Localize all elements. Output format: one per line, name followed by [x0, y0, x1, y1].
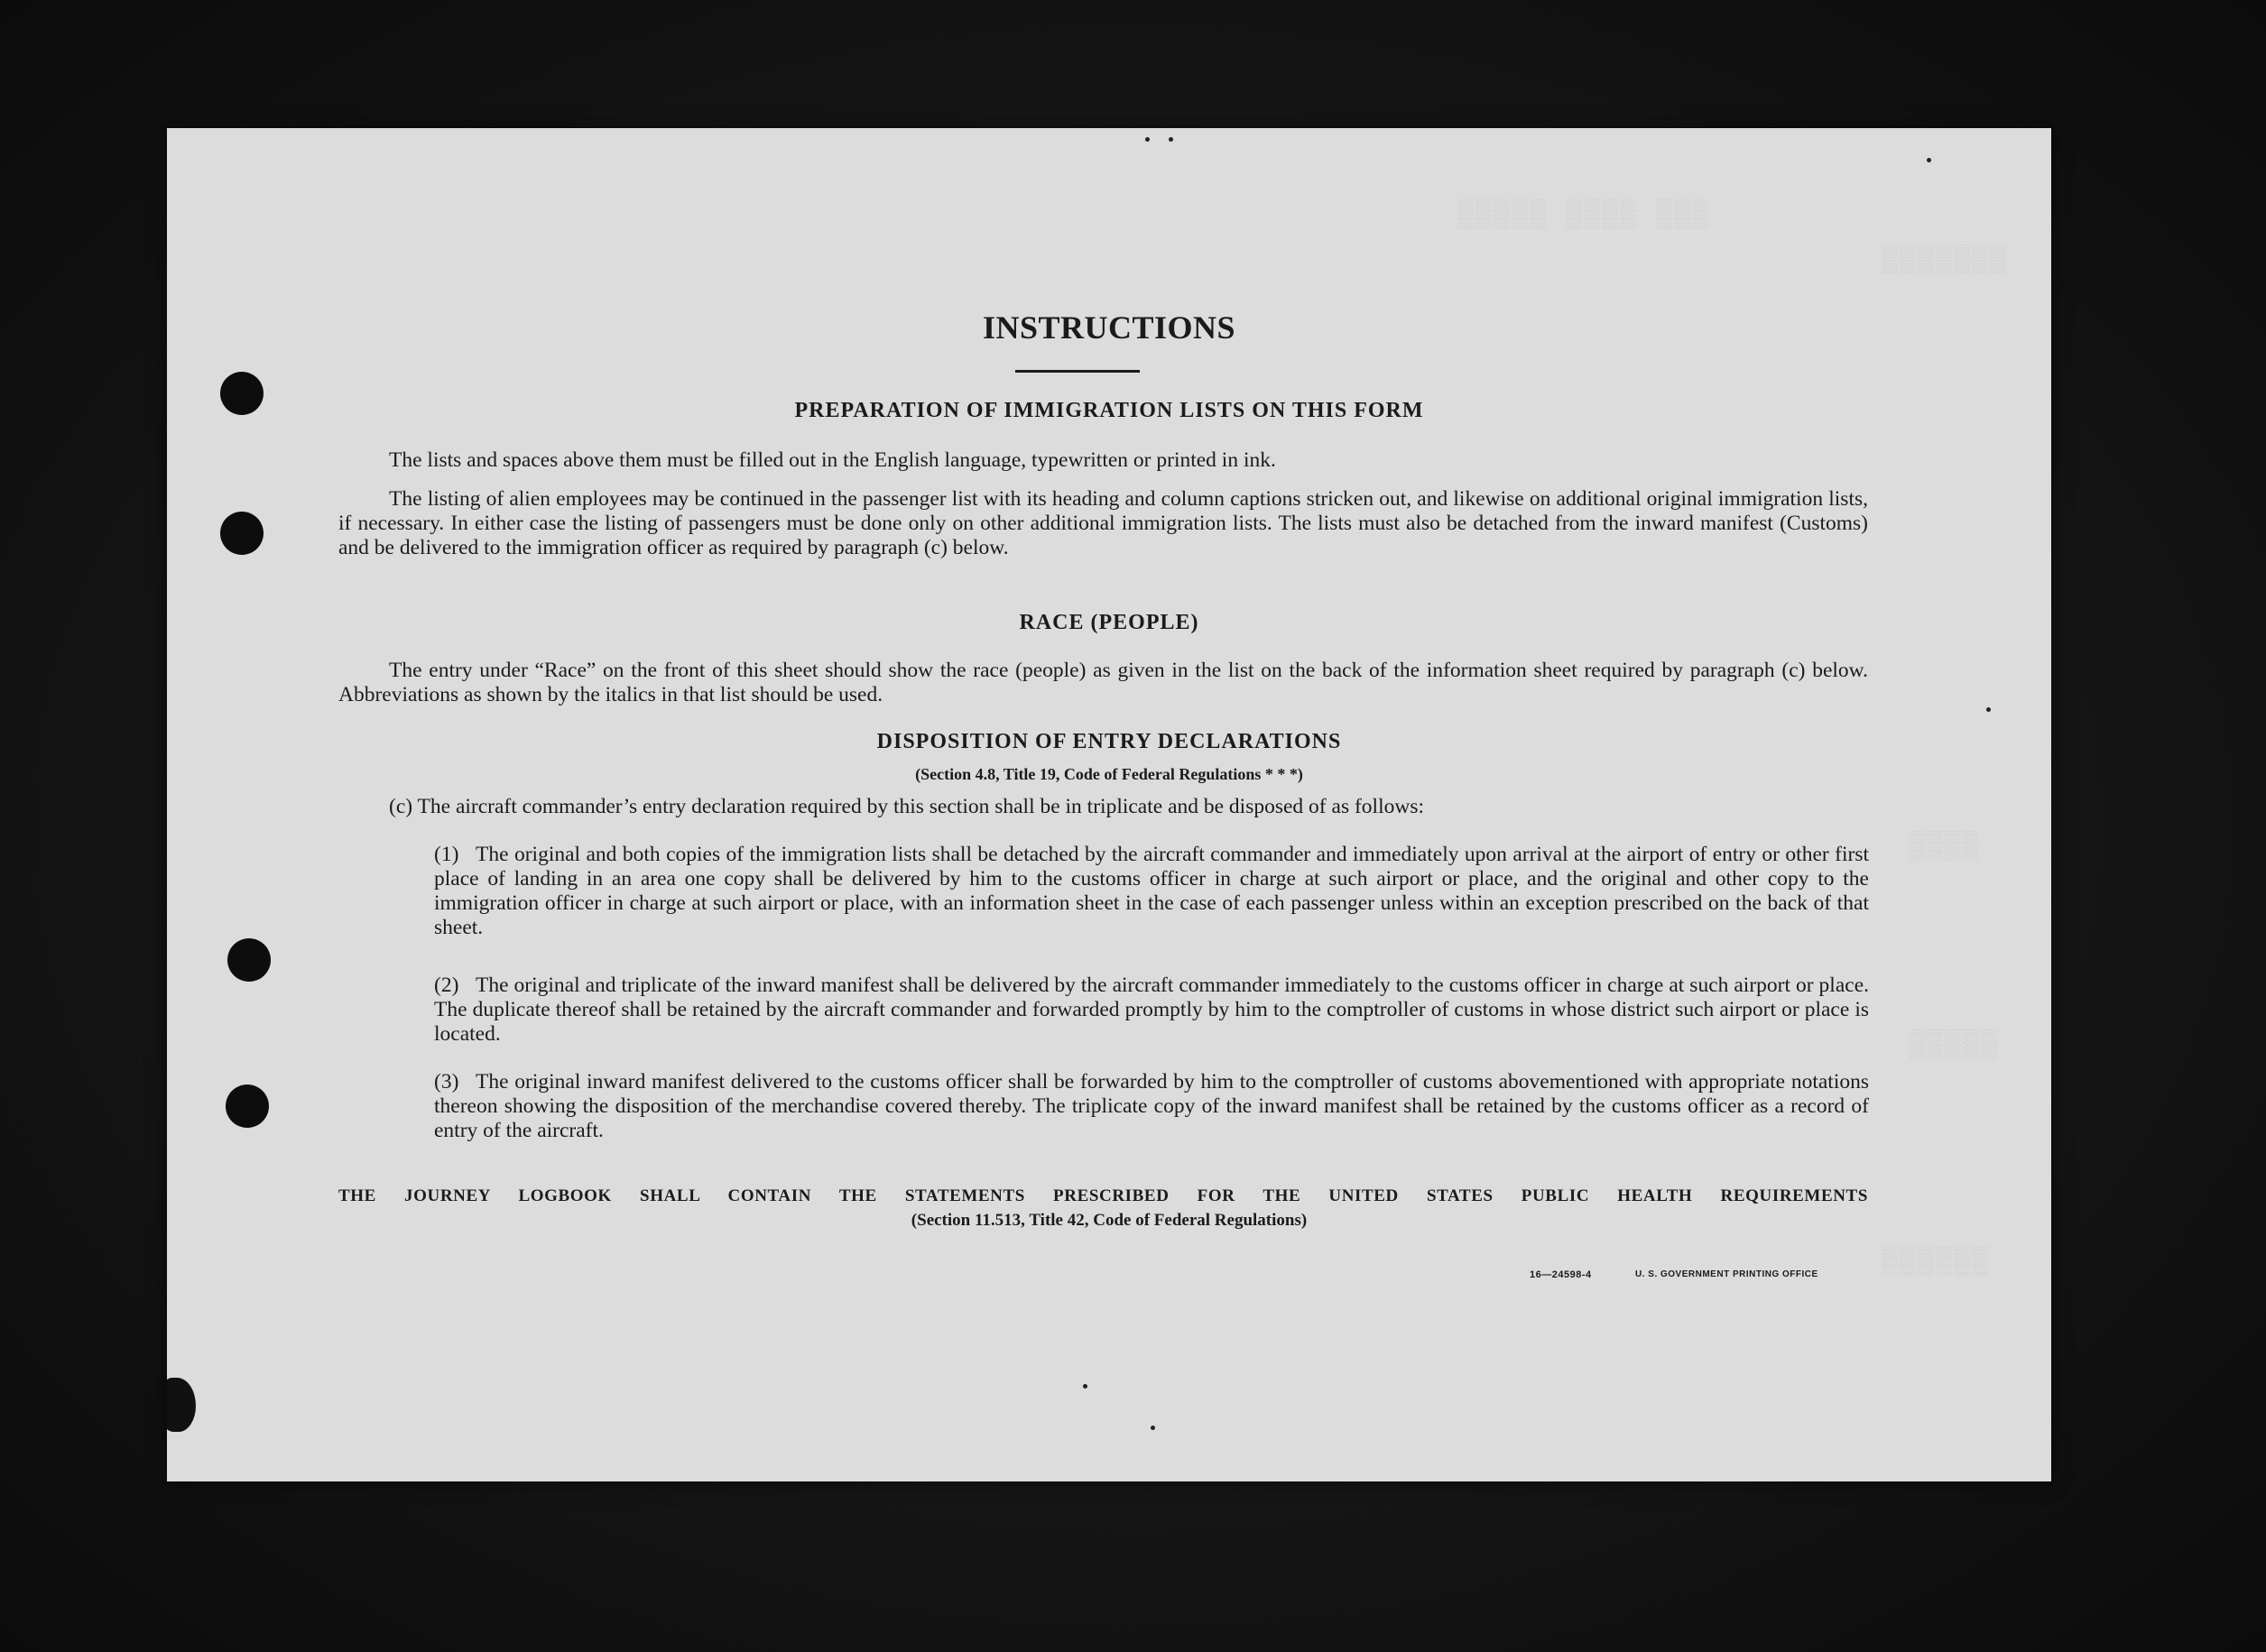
bleed-through-text: ▒▒▒▒▒▒▒ — [1882, 245, 2009, 276]
dust-speck — [1083, 1384, 1087, 1389]
section-heading-race: RACE (PEOPLE) — [1019, 611, 1199, 634]
list-item — [434, 974, 1869, 1047]
printing-office: U. S. GOVERNMENT PRINTING OFFICE — [1635, 1269, 1818, 1279]
dust-speck — [1169, 137, 1173, 142]
paragraph-language: The lists and spaces above them must be filled out in the English language, typewritten or printed in ink. — [389, 448, 1276, 472]
item-number: (2) — [434, 974, 459, 997]
form-number: 16—24598-4 — [1530, 1269, 1592, 1280]
punch-hole — [220, 512, 264, 555]
item-number: (3) — [434, 1070, 459, 1094]
document-page — [167, 128, 2051, 1481]
item-text: The original inward manifest delivered to the customs officer shall be forwarded by him to the comptroller of customs abovementioned with appropriate notations thereon showing the disposition of the merchandise covered thereby. The triplicate copy of the inward manifest shall be retained by the customs officer as a record of entry of the aircraft. — [434, 1070, 1869, 1142]
clause-c: (c) The aircraft commander’s entry declaration required by this section shall be in triplicate and be disposed of as follows: — [389, 795, 1424, 818]
item-text: The original and triplicate of the inward manifest shall be delivered by the aircraft commander immediately to the customs officer in charge at such airport or place. The duplicate thereof shall be retained by the aircraft commander and forwarded promptly by him to the comptroller of customs in whose district such airport or place is located. — [434, 974, 1869, 1046]
paragraph-alien-employees: The listing of alien employees may be continued in the passenger list with its heading and column captions stricken out, and likewise on additional original immigration lists, if necessary. In either case the listing of passengers must be done only on other additional immigration lists. The lists must also be detached from the inward manifest (Customs) and be delivered to the immigration officer as required by paragraph (c) below. — [338, 487, 1868, 559]
punch-hole — [226, 1084, 269, 1128]
section-heading-disposition: DISPOSITION OF ENTRY DECLARATIONS — [876, 730, 1342, 753]
torn-edge — [167, 1378, 196, 1432]
dust-speck — [1151, 1426, 1155, 1430]
item-number: (1) — [434, 843, 459, 866]
regulation-citation: (Section 4.8, Title 19, Code of Federal Regulations * * *) — [915, 765, 1303, 783]
bleed-through-text: ▒▒▒▒▒ ▒▒▒▒ ▒▒▒ — [1457, 200, 1711, 231]
list-item — [434, 1070, 1869, 1143]
dust-speck — [1927, 158, 1931, 162]
dust-speck — [1145, 137, 1150, 142]
dust-speck — [1986, 707, 1991, 712]
page-title: INSTRUCTIONS — [982, 309, 1236, 346]
bleed-through-text: ▒▒▒▒ — [1909, 832, 1982, 863]
bleed-through-text: ▒▒▒▒▒▒ — [1882, 1247, 1991, 1278]
bleed-through-text: ▒▒▒▒▒ — [1909, 1030, 2000, 1061]
public-health-notice: THE JOURNEY LOGBOOK SHALL CONTAIN THE STATEMENTS PRESCRIBED FOR THE UNITED STATES PUBLIC HEALTH REQUIREMENTS — [338, 1186, 1868, 1205]
public-health-citation: (Section 11.513, Title 42, Code of Federal Regulations) — [911, 1211, 1308, 1230]
paragraph-race: The entry under “Race” on the front of this sheet should show the race (people) as given in the list on the back of the information sheet required by paragraph (c) below. Abbreviations as shown by the italics in that list should be used. — [338, 659, 1868, 706]
item-text: The original and both copies of the immigration lists shall be detached by the aircraft commander and immediately upon arrival at the airport of entry or other first place of landing in an area one copy shall be delivered by him to the customs officer in charge at such airport or place, and the original and other copy to the immigration officer in charge at such airport or place, with an information sheet in the case of each passenger unless within an exception prescribed on the back of that sheet. — [434, 843, 1869, 939]
section-heading-preparation: PREPARATION OF IMMIGRATION LISTS ON THIS FORM — [794, 399, 1424, 422]
punch-hole — [227, 938, 271, 982]
list-item — [434, 843, 1869, 940]
title-underline — [1015, 370, 1140, 373]
